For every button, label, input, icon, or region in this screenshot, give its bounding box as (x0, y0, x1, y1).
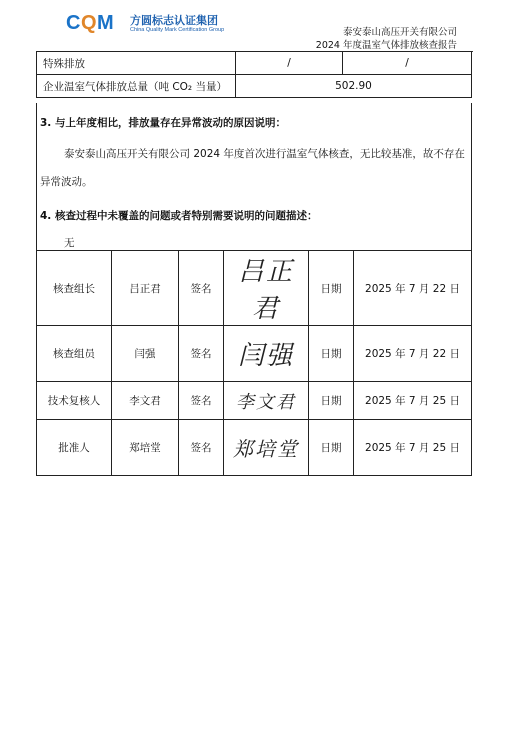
handwritten-signature: 闫强 (237, 341, 294, 371)
date-label-cell: 日期 (309, 326, 354, 382)
handwritten-signature: 吕正君 (237, 257, 294, 324)
date-label-cell: 日期 (309, 251, 354, 326)
role-cell: 批准人 (37, 420, 112, 476)
signature-cell (224, 251, 309, 326)
date-label-cell: 日期 (309, 420, 354, 476)
sign-label-cell: 签名 (179, 326, 224, 382)
date-cell: 2025 年 7 月 25 日 (354, 420, 472, 476)
name-cell: 吕正君 (112, 251, 179, 326)
header-company: 泰安泰山高压开关有限公司 (342, 27, 457, 38)
company-logo (66, 10, 226, 40)
table-row (37, 420, 472, 476)
date-cell: 2025 年 7 月 25 日 (354, 382, 472, 420)
table-row (37, 52, 472, 75)
table-row (37, 382, 472, 420)
sign-label-cell: 签名 (179, 420, 224, 476)
name-cell: 郑培堂 (112, 420, 179, 476)
handwritten-signature: 郑培堂 (233, 437, 299, 461)
section-4-title: 4. 核查过程中未覆盖的问题或者特别需要说明的问题描述： (40, 210, 318, 222)
special-emission-col3: / (343, 52, 472, 75)
section-3-text: 泰安泰山高压开关有限公司 2024 年度首次进行温室气体核查，无比较基准，故不存在异常波动。 (40, 148, 465, 188)
section-4 (36, 208, 472, 250)
report-header (316, 26, 457, 52)
logo-english-name: China Quality Mark Certification Group (130, 27, 225, 33)
date-cell: 2025 年 7 月 22 日 (354, 251, 472, 326)
table-row (37, 75, 472, 98)
date-cell: 2025 年 7 月 22 日 (354, 326, 472, 382)
handwritten-signature: 李文君 (236, 391, 296, 413)
header-report-title: 2024 年度温室气体排放核查报告 (315, 40, 457, 51)
table-row (37, 326, 472, 382)
date-label-cell: 日期 (309, 382, 354, 420)
name-cell: 闫强 (112, 326, 179, 382)
logo-mark: CQM (66, 12, 115, 34)
name-cell: 李文君 (112, 382, 179, 420)
signature-cell (224, 382, 309, 420)
special-emission-label: 特殊排放 (37, 52, 236, 75)
signature-cell (224, 420, 309, 476)
role-cell: 技术复核人 (37, 382, 112, 420)
role-cell: 核查组长 (37, 251, 112, 326)
table-row (37, 251, 472, 326)
role-cell: 核查组员 (37, 326, 112, 382)
sign-label-cell: 签名 (179, 382, 224, 420)
sign-label-cell: 签名 (179, 251, 224, 326)
section-3 (36, 115, 472, 196)
section-3-title: 3. 与上年度相比，排放量存在异常波动的原因说明： (40, 117, 286, 129)
special-emission-col2: / (236, 52, 343, 75)
total-emission-label: 企业温室气体排放总量（吨 CO₂ 当量） (37, 75, 236, 98)
section-4-text: 无 (64, 237, 75, 249)
signature-table (36, 250, 472, 476)
emissions-table (36, 51, 472, 98)
logo-chinese-name: 方圆标志认证集团 (130, 14, 218, 27)
total-emission-value: 502.90 (236, 75, 472, 98)
signature-cell (224, 326, 309, 382)
